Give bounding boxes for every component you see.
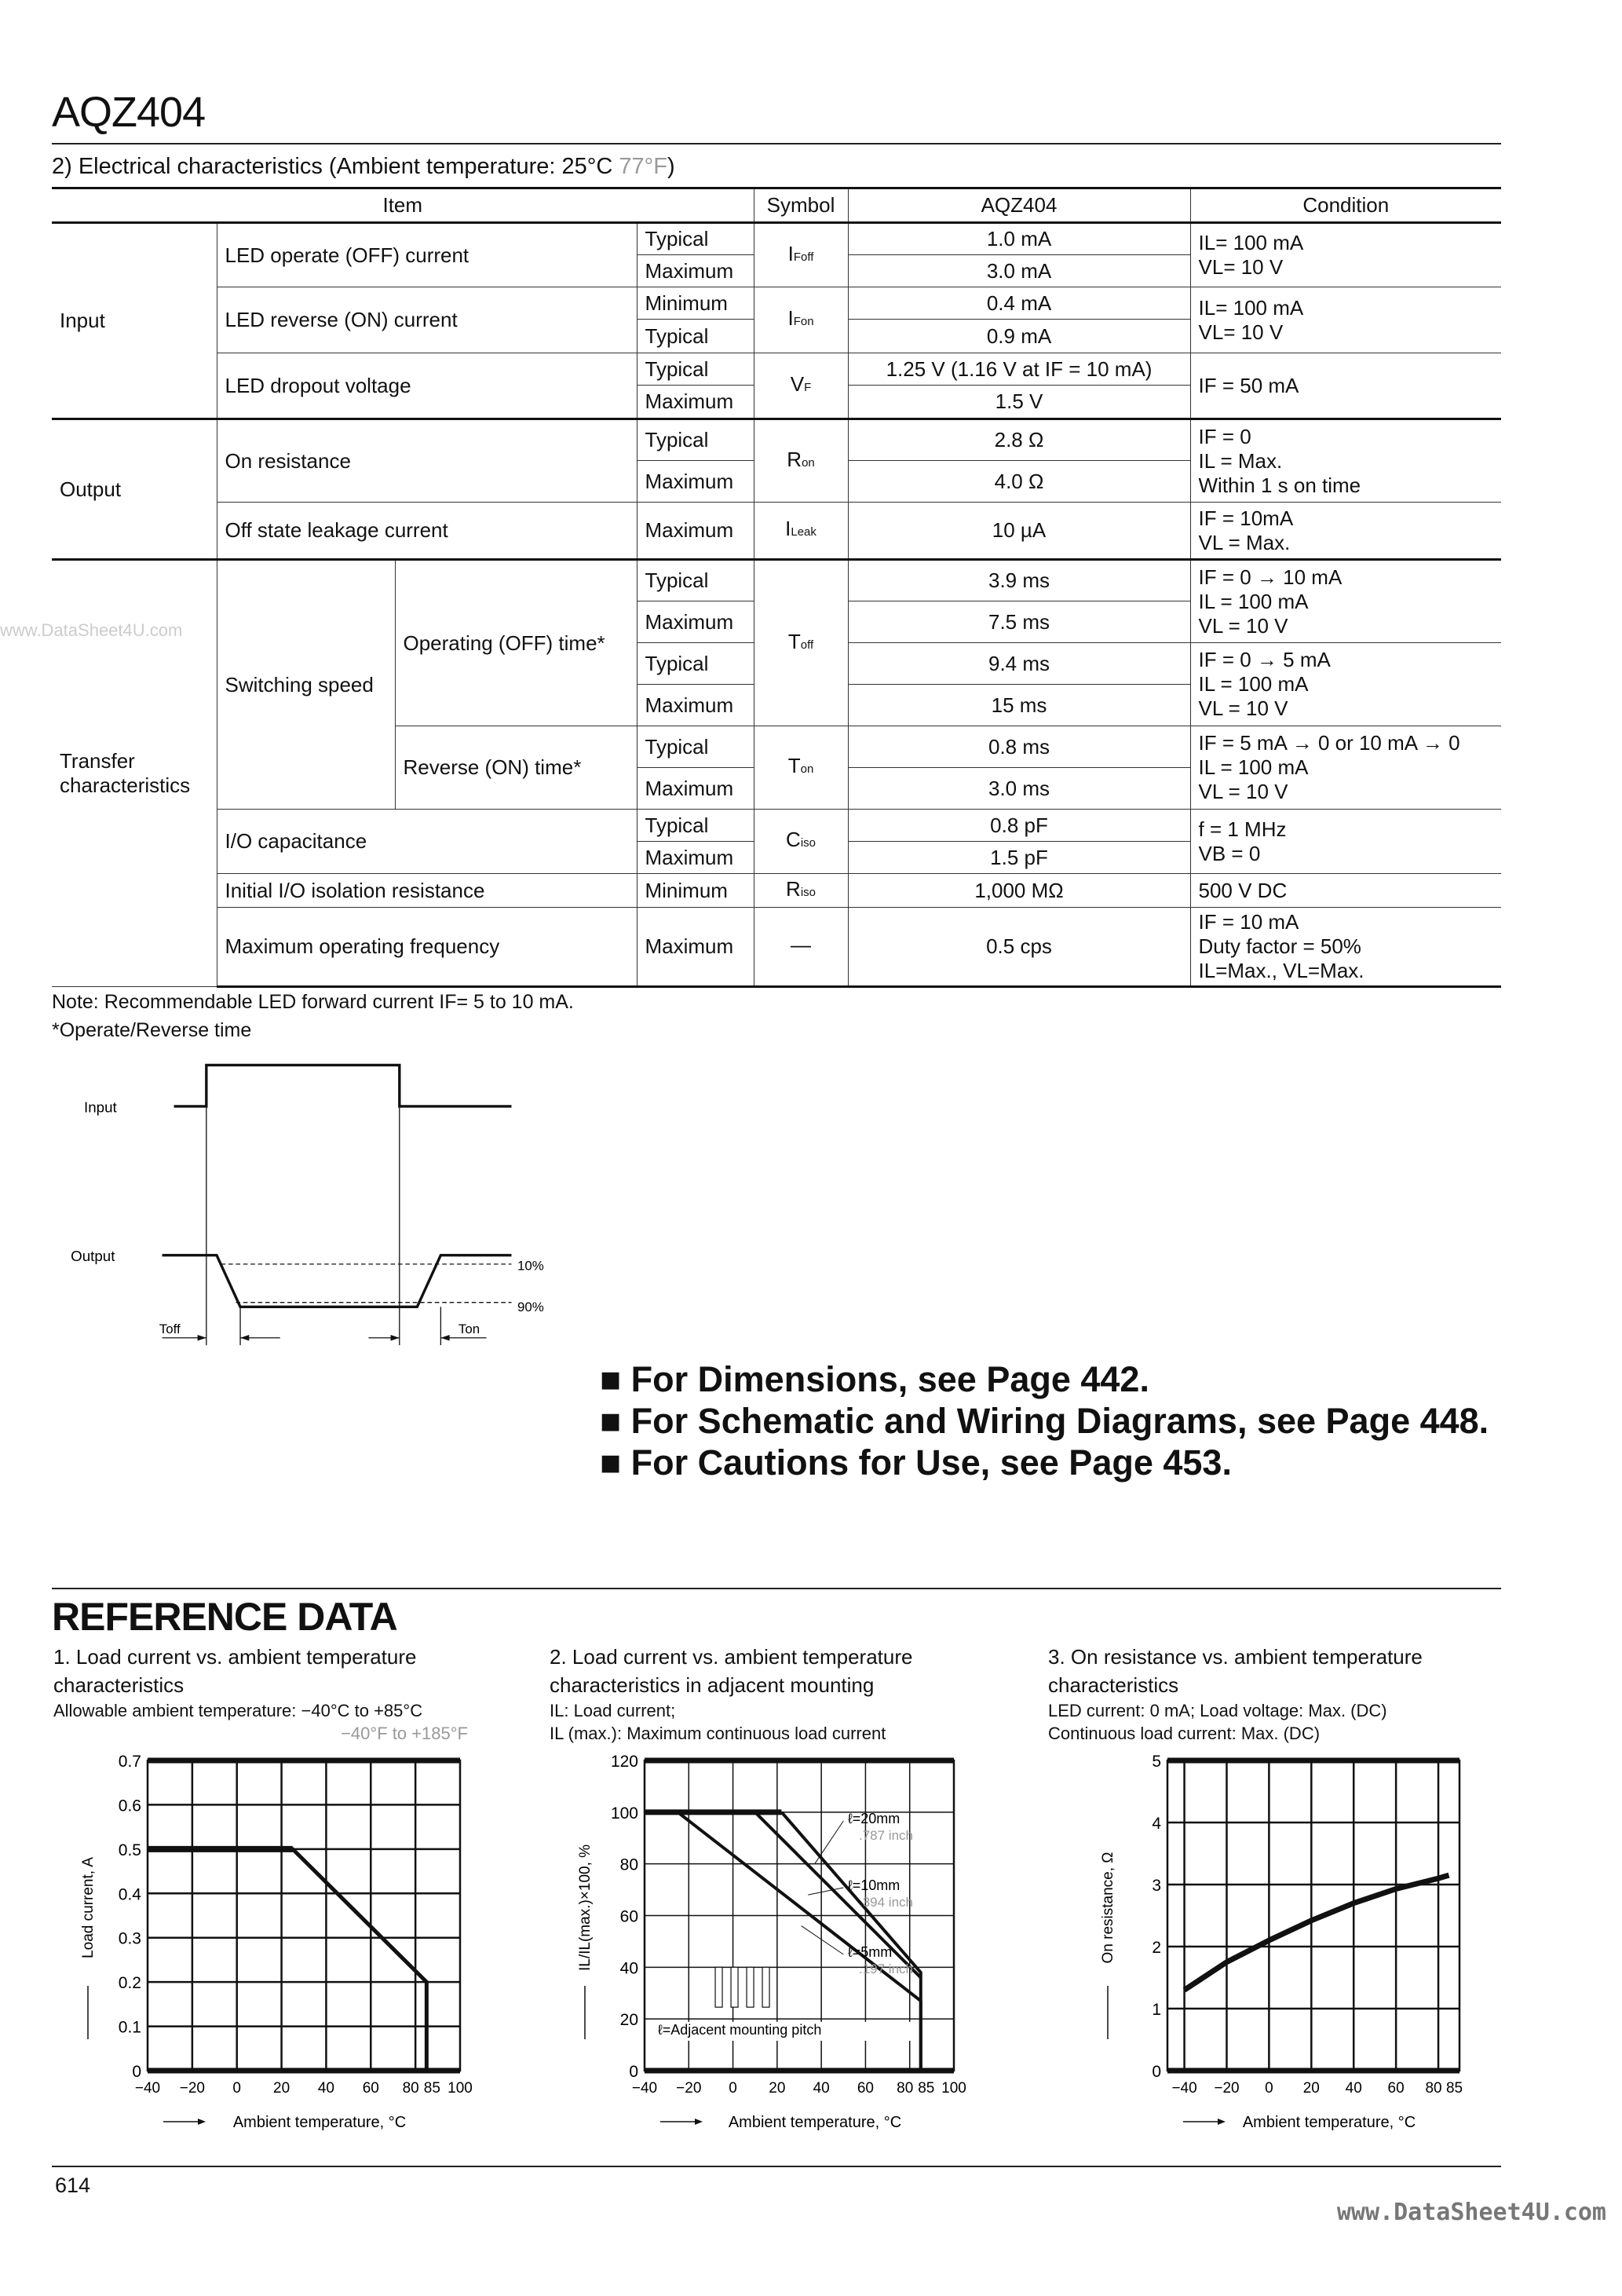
cell-spec: Maximum <box>637 842 754 874</box>
cell-sym <box>754 419 848 503</box>
y-tick-label: 60 <box>619 1907 638 1926</box>
symbol-text: Toff <box>787 629 814 653</box>
cell-spec: Minimum <box>637 874 754 908</box>
y-axis-label: On resistance, Ω <box>1100 1852 1116 1964</box>
cell-item: LED reverse (ON) current <box>217 287 637 353</box>
section-text: 2) Electrical characteristics (Ambient temperature: 25°C <box>52 154 619 179</box>
cell-val: 0.8 ms <box>848 726 1190 768</box>
cell-sym <box>754 503 848 560</box>
cell-val: 1,000 MΩ <box>848 874 1190 908</box>
symbol-text: Ton <box>787 754 814 777</box>
symbol-text: — <box>791 933 812 956</box>
annotation-label: ℓ=5mm <box>847 1944 893 1960</box>
cell-cond: IF = 0 → 5 mA IL = 100 mA VL = 10 V <box>1190 643 1501 726</box>
y-axis-label: IL/IL(max.)×100, % <box>577 1844 594 1972</box>
cell-cond: IF = 0 IL = Max. Within 1 s on time <box>1190 419 1501 503</box>
cell-val: 9.4 ms <box>848 643 1190 685</box>
table-row <box>52 503 1501 560</box>
timing-output-label: Output <box>71 1248 115 1265</box>
on-resistance-chart <box>1048 1747 1519 2140</box>
x-tick-label: 85 <box>423 2080 440 2097</box>
header-model: AQZ404 <box>848 188 1190 223</box>
ten-percent-label: 10% <box>517 1258 544 1274</box>
cell-sym <box>754 874 848 908</box>
x-tick-label: 0 <box>729 2080 737 2097</box>
series-line <box>148 1849 426 2071</box>
cell-group: Transfer characteristics <box>52 560 217 987</box>
cell-spec: Typical <box>637 320 754 353</box>
operate-reverse-note: *Operate/Reverse time <box>52 1019 252 1041</box>
cell-item: Maximum operating frequency <box>217 908 637 987</box>
symbol-text: ILeak <box>785 517 816 540</box>
x-tick-label: 0 <box>1265 2080 1273 2097</box>
x-axis-arrowhead <box>695 2119 703 2125</box>
cell-val: 0.4 mA <box>848 287 1190 320</box>
cell-cond: IF = 0 → 10 mA IL = 100 mA VL = 10 V <box>1190 560 1501 643</box>
x-tick-label: 60 <box>1387 2080 1405 2097</box>
annotation-label: ℓ=10mm <box>847 1877 901 1893</box>
table-row <box>52 419 1501 461</box>
x-tick-label: 100 <box>941 2080 966 2097</box>
x-axis-label: Ambient temperature, °C <box>1242 2114 1416 2131</box>
toff-label: Toff <box>159 1322 181 1337</box>
cell-cond: IF = 50 mA <box>1190 353 1501 419</box>
x-tick-label: −20 <box>179 2080 205 2097</box>
symbol-text: IFon <box>787 306 814 330</box>
x-axis-label: Ambient temperature, °C <box>728 2114 902 2131</box>
x-tick-label: 20 <box>273 2080 290 2097</box>
load-current-chart <box>53 1747 524 2140</box>
x-tick-label: 80 <box>897 2080 914 2097</box>
x-tick-label: −40 <box>1171 2080 1197 2097</box>
table-header-row <box>52 188 1501 223</box>
cell-val: 3.9 ms <box>848 560 1190 601</box>
cell-item: On resistance <box>217 419 637 503</box>
x-tick-label: 60 <box>857 2080 874 2097</box>
cell-item: Switching speed <box>217 560 395 810</box>
cell-spec: Maximum <box>637 601 754 643</box>
x-tick-label: 40 <box>317 2080 334 2097</box>
plot-frame <box>1167 1760 1459 2071</box>
x-tick-label: 20 <box>1302 2080 1320 2097</box>
symbol-text: IFoff <box>787 241 814 265</box>
cell-group: Input <box>52 223 217 419</box>
y-tick-label: 3 <box>1152 1877 1161 1895</box>
y-tick-label: 0 <box>132 2063 141 2081</box>
ton-label: Ton <box>458 1322 480 1337</box>
cell-sub: Reverse (ON) time* <box>395 726 637 810</box>
cell-val: 1.5 pF <box>848 842 1190 874</box>
x-tick-label: 85 <box>1445 2080 1463 2097</box>
x-tick-label: 60 <box>362 2080 379 2097</box>
adjacent-mounting-chart <box>550 1747 1021 2140</box>
chart3-header <box>1048 1643 1527 1745</box>
y-tick-label: 120 <box>610 1753 638 1771</box>
cell-cond: IF = 10mA VL = Max. <box>1190 503 1501 560</box>
table-row <box>52 560 1501 601</box>
table-row <box>52 810 1501 842</box>
y-tick-label: 20 <box>619 2011 638 2030</box>
cell-spec: Maximum <box>637 386 754 419</box>
cell-cond: IF = 5 mA → 0 or 10 mA → 0 IL = 100 mA VL = 10 V <box>1190 726 1501 810</box>
cell-spec: Maximum <box>637 908 754 987</box>
led-current-note: Note: Recommendable LED forward current IF= 5 to 10 mA. <box>52 991 574 1013</box>
x-axis-arrowhead <box>1218 2119 1226 2125</box>
x-tick-label: −40 <box>134 2080 161 2097</box>
x-tick-label: 40 <box>813 2080 830 2097</box>
x-tick-label: −40 <box>631 2080 658 2097</box>
chart3-note-1: LED current: 0 mA; Load voltage: Max. (DC) <box>1048 1701 1387 1720</box>
cell-val: 4.0 Ω <box>848 461 1190 503</box>
cell-spec: Maximum <box>637 768 754 810</box>
cell-spec: Typical <box>637 726 754 768</box>
cell-item: LED dropout voltage <box>217 353 637 419</box>
y-tick-label: 0.7 <box>118 1753 141 1771</box>
symbol-text: Ron <box>787 447 815 471</box>
section-close: ) <box>667 154 675 179</box>
cell-spec: Maximum <box>637 685 754 726</box>
header-symbol: Symbol <box>754 188 848 223</box>
dimensions-link[interactable]: ■ For Dimensions, see Page 442. <box>600 1359 1149 1399</box>
series-line <box>1185 1875 1449 1990</box>
header-item: Item <box>52 188 754 223</box>
relay-outline <box>715 1967 722 2007</box>
relay-outline <box>747 1967 754 2007</box>
cell-spec: Typical <box>637 560 754 601</box>
annotation-inch: .394 inch <box>858 1895 913 1910</box>
annotation-leader <box>802 1926 843 1954</box>
y-tick-label: 0.4 <box>118 1885 141 1904</box>
cell-cond: IF = 10 mA Duty factor = 50% IL=Max., VL=Max. <box>1190 908 1501 987</box>
table-row <box>52 908 1501 987</box>
table-row <box>52 223 1501 255</box>
plot-frame <box>148 1760 460 2071</box>
x-tick-label: 85 <box>918 2080 935 2097</box>
y-tick-label: 0.2 <box>118 1974 141 1993</box>
cell-val: 15 ms <box>848 685 1190 726</box>
footer-rule <box>52 2166 1501 2167</box>
y-tick-label: 0.5 <box>118 1841 141 1859</box>
annotation-label: ℓ=20mm <box>847 1811 901 1826</box>
reference-rule <box>52 1588 1501 1589</box>
cell-sym <box>754 560 848 726</box>
timing-input-label: Input <box>84 1099 117 1116</box>
cell-val: 1.5 V <box>848 386 1190 419</box>
document-title: AQZ404 <box>52 89 206 136</box>
cell-spec: Typical <box>637 353 754 386</box>
x-tick-label: −20 <box>1214 2080 1240 2097</box>
x-tick-label: 80 <box>402 2080 419 2097</box>
title-rule <box>52 143 1501 144</box>
header-condition: Condition <box>1190 188 1501 223</box>
input-waveform <box>174 1065 512 1106</box>
cell-sym <box>754 726 848 810</box>
cell-spec: Typical <box>637 419 754 461</box>
side-watermark: www.DataSheet4U.com <box>0 620 183 640</box>
table-row <box>52 353 1501 386</box>
y-tick-label: 5 <box>1152 1753 1161 1771</box>
annotation-leader <box>815 1821 844 1864</box>
cell-item: LED operate (OFF) current <box>217 223 637 287</box>
cell-sym <box>754 908 848 987</box>
output-waveform <box>163 1256 512 1307</box>
cell-val: 3.0 mA <box>848 255 1190 287</box>
cell-cond: f = 1 MHz VB = 0 <box>1190 810 1501 874</box>
x-axis-arrowhead <box>198 2119 206 2125</box>
cell-val: 0.5 cps <box>848 908 1190 987</box>
cell-item: I/O capacitance <box>217 810 637 874</box>
reference-data-heading: REFERENCE DATA <box>52 1595 397 1639</box>
chart1-note-fahrenheit: −40°F to +185°F <box>341 1724 468 1743</box>
ninety-percent-label: 90% <box>517 1299 544 1314</box>
y-tick-label: 0 <box>1152 2063 1161 2081</box>
y-tick-label: 0.1 <box>118 2018 141 2037</box>
x-tick-label: 0 <box>232 2080 242 2097</box>
pitch-label: ℓ=Adjacent mounting pitch <box>657 2021 822 2038</box>
table-row <box>52 874 1501 908</box>
y-tick-label: 40 <box>619 1959 638 1978</box>
relay-outline <box>762 1967 769 2007</box>
cell-cond: 500 V DC <box>1190 874 1501 908</box>
cell-spec: Maximum <box>637 503 754 560</box>
y-tick-label: 0 <box>629 2063 638 2081</box>
schematic-link[interactable]: ■ For Schematic and Wiring Diagrams, see Page 448. <box>600 1401 1489 1441</box>
chart1-title: 1. Load current vs. ambient temperature characteristics <box>53 1645 417 1697</box>
reference-links <box>600 1358 1489 1483</box>
y-tick-label: 2 <box>1152 1939 1161 1957</box>
cell-spec: Maximum <box>637 461 754 503</box>
cell-val: 1.0 mA <box>848 223 1190 255</box>
y-tick-label: 80 <box>619 1855 638 1874</box>
symbol-text: Ciso <box>786 828 816 851</box>
cell-val: 2.8 Ω <box>848 419 1190 461</box>
cell-val: 3.0 ms <box>848 768 1190 810</box>
cell-sym <box>754 223 848 287</box>
chart2-note-1: IL: Load current; <box>550 1701 676 1720</box>
chart1-note: Allowable ambient temperature: −40°C to +85°C <box>53 1701 423 1720</box>
symbol-text: VF <box>790 371 812 396</box>
y-tick-label: 4 <box>1152 1815 1161 1833</box>
y-tick-label: 1 <box>1152 2001 1161 2019</box>
chart2-title: 2. Load current vs. ambient temperature characteristics in adjacent mounting <box>550 1645 913 1697</box>
chart1-header <box>53 1643 532 1745</box>
annotation-inch: .197 inch <box>858 1961 913 1976</box>
cell-spec: Minimum <box>637 287 754 320</box>
x-tick-label: −20 <box>676 2080 702 2097</box>
cell-val: 7.5 ms <box>848 601 1190 643</box>
cell-spec: Maximum <box>637 255 754 287</box>
cell-spec: Typical <box>637 810 754 842</box>
table-row <box>52 287 1501 320</box>
relay-outline <box>731 1967 738 2007</box>
x-tick-label: 100 <box>448 2080 473 2097</box>
cell-sub: Operating (OFF) time* <box>395 560 637 726</box>
chart3-title: 3. On resistance vs. ambient temperature characteristics <box>1048 1645 1423 1697</box>
x-tick-label: 80 <box>1425 2080 1442 2097</box>
cell-cond: IL= 100 mA VL= 10 V <box>1190 287 1501 353</box>
section-heading <box>52 154 675 180</box>
symbol-text: Riso <box>786 876 816 901</box>
x-tick-label: 20 <box>769 2080 786 2097</box>
annotation-inch: .787 inch <box>858 1828 913 1843</box>
cautions-link[interactable]: ■ For Cautions for Use, see Page 453. <box>600 1442 1232 1483</box>
chart2-header <box>550 1643 1028 1745</box>
cell-spec: Typical <box>637 223 754 255</box>
cell-item: Off state leakage current <box>217 503 637 560</box>
electrical-characteristics-table <box>52 187 1501 988</box>
cell-spec: Typical <box>637 643 754 685</box>
cell-val: 0.8 pF <box>848 810 1190 842</box>
section-fahrenheit: 77°F <box>619 154 667 179</box>
x-tick-label: 40 <box>1345 2080 1362 2097</box>
watermark: www.DataSheet4U.com <box>1336 2199 1606 2226</box>
chart2-note-2: IL (max.): Maximum continuous load current <box>550 1724 886 1743</box>
x-axis-label: Ambient temperature, °C <box>232 2114 407 2131</box>
page-number: 614 <box>55 2174 91 2197</box>
y-tick-label: 100 <box>610 1804 638 1823</box>
cell-val: 0.9 mA <box>848 320 1190 353</box>
cell-val: 1.25 V (1.16 V at IF = 10 mA) <box>848 353 1190 386</box>
cell-sym <box>754 810 848 874</box>
cell-group: Output <box>52 419 217 560</box>
cell-cond: IL= 100 mA VL= 10 V <box>1190 223 1501 287</box>
cell-sym <box>754 287 848 353</box>
timing-arrowheads <box>198 1335 450 1341</box>
cell-sym <box>754 353 848 419</box>
y-tick-label: 0.3 <box>118 1929 141 1948</box>
cell-val: 10 µA <box>848 503 1190 560</box>
chart3-note-2: Continuous load current: Max. (DC) <box>1048 1724 1321 1743</box>
y-axis-label: Load current, A <box>80 1857 97 1958</box>
y-tick-label: 0.6 <box>118 1797 141 1815</box>
timing-diagram <box>0 1033 590 1372</box>
cell-item: Initial I/O isolation resistance <box>217 874 637 908</box>
